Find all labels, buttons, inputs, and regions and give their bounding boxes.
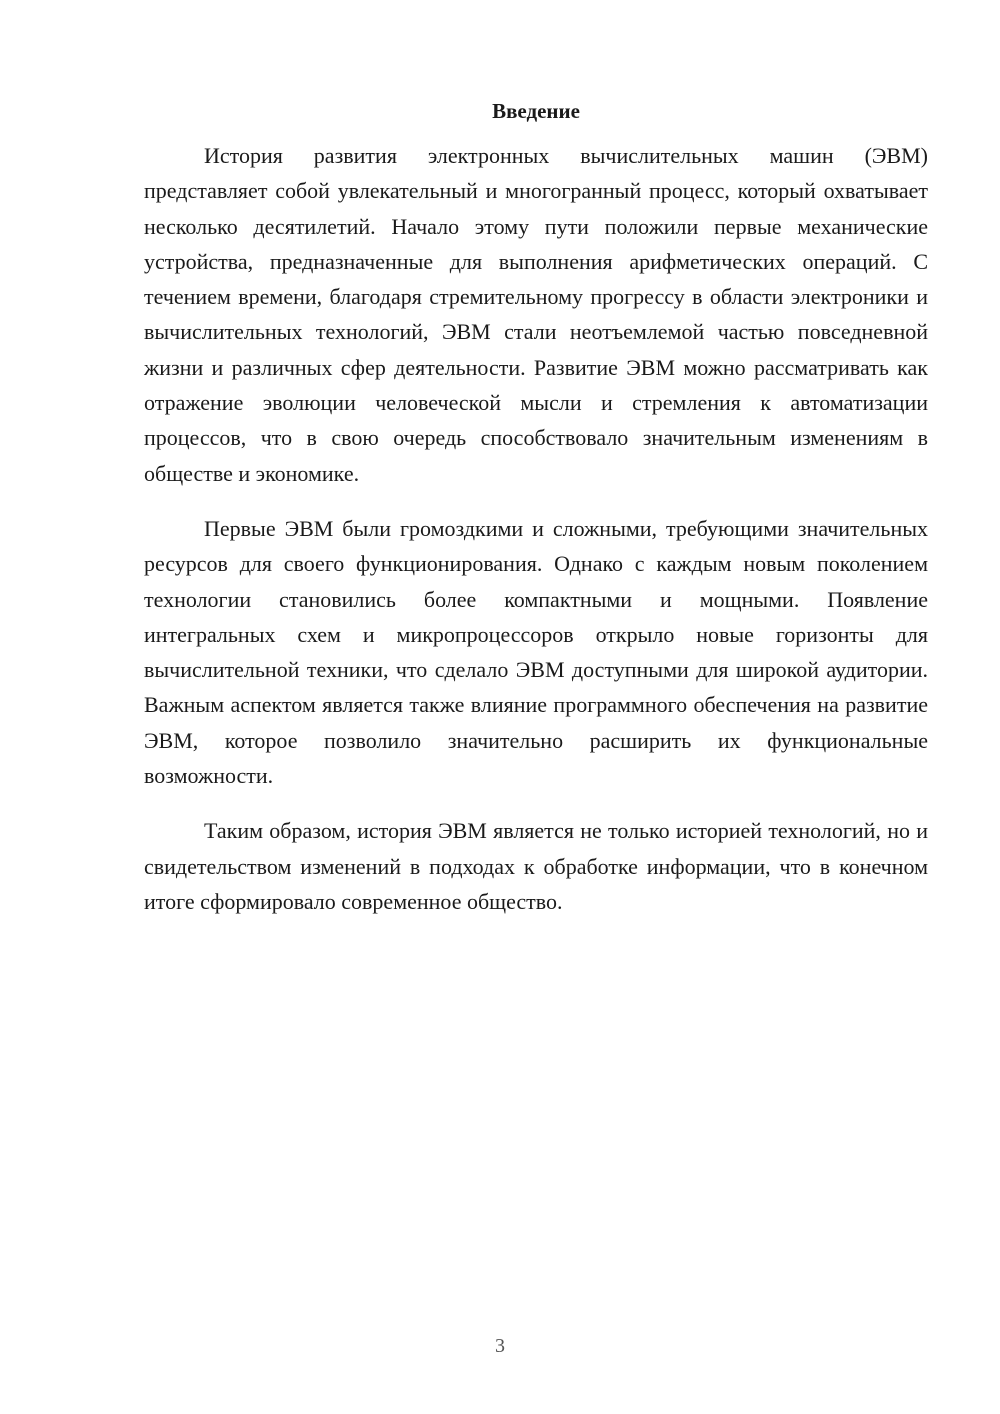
- paragraph-1: История развития электронных вычислительных машин (ЭВМ) представляет собой увлекательный и многогранный процесс, который охватывает несколько десятилетий. Начало этому пути положили первые механические устройства, предназначенные для выполнения арифметических операций. С течением времени, благодаря стремительному прогрессу в области электроники и вычислительных технологий, ЭВМ стали неотъемлемой частью повседневной жизни и различных сфер деятельности. Развитие ЭВМ можно рассматривать как отражение эволюции человеческой мысли и стремления к автоматизации процессов, что в свою очередь способствовало значительным изменениям в обществе и экономике.: [144, 143, 928, 486]
- paragraph-3: Таким образом, история ЭВМ является не только историей технологий, но и свидетельством изменений в подходах к обработке информации, что в конечном итоге сформировало современное общество.: [144, 818, 928, 914]
- page-number: 3: [495, 1335, 505, 1357]
- section-heading: Введение: [492, 99, 580, 123]
- page-content: [144, 96, 928, 939]
- paragraph-2: Первые ЭВМ были громоздкими и сложными, требующими значительных ресурсов для своего функционирования. Однако с каждым новым поколением технологии становились более компактными и мощными. Появление интегральных схем и микропроцессоров открыло новые горизонты для вычислительной техники, что сделало ЭВМ доступными для широкой аудитории. Важным аспектом является также влияние программного обеспечения на развитие ЭВМ, которое позволило значительно расширить их функциональные возможности.: [144, 515, 928, 789]
